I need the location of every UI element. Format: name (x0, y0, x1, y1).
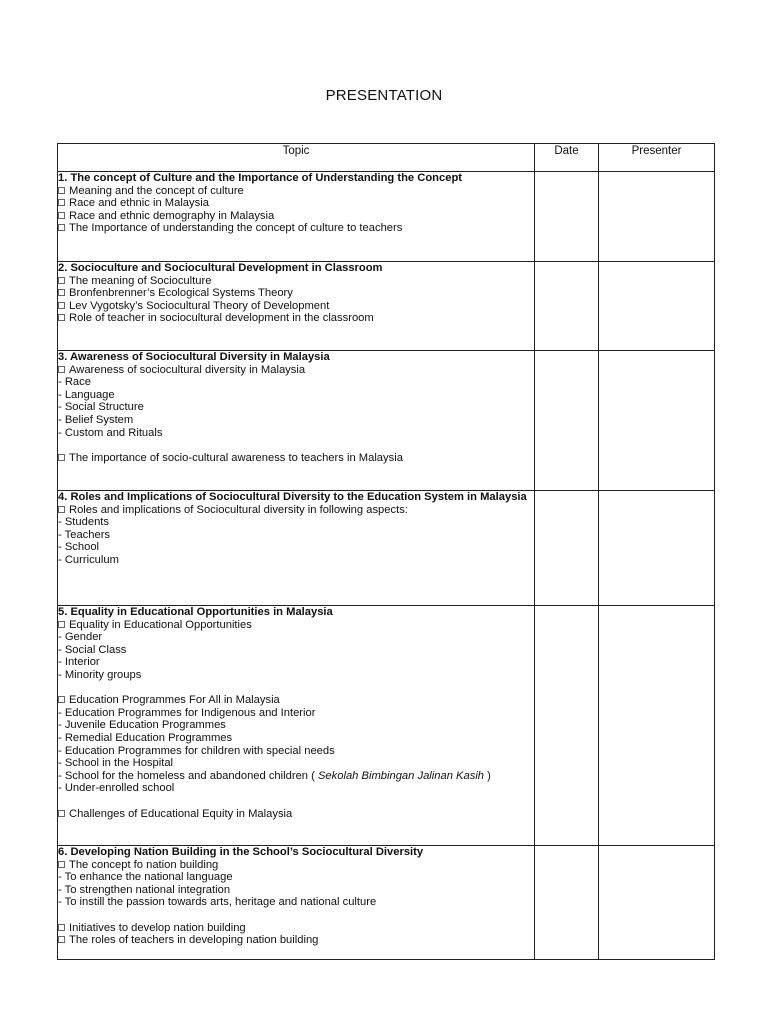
table-row (58, 172, 715, 262)
list-item: Awareness of sociocultural diversity in Malaysia (58, 364, 534, 377)
topic-cell (58, 491, 535, 606)
presenter-cell (599, 262, 715, 351)
table-row (58, 262, 715, 351)
checkbox-bullet-icon (58, 454, 65, 461)
italic-school-name: Sekolah Bimbingan Jalinan Kasih (317, 769, 485, 782)
list-item: Education Programmes For All in Malaysia (58, 694, 534, 707)
presenter-cell (599, 172, 715, 262)
list-item: - To strengthen national integration (58, 883, 231, 896)
checkbox-bullet-icon (58, 924, 65, 931)
topic-heading: 6. Developing Nation Building in the School’s Sociocultural Diversity (58, 846, 424, 858)
date-cell (535, 491, 599, 606)
list-item: - Social Structure (58, 401, 144, 414)
topic-heading: 1. The concept of Culture and the Importance of Understanding the Concept (58, 172, 463, 184)
checkbox-bullet-icon (58, 277, 65, 284)
list-item: The concept fo nation building (58, 859, 534, 872)
presenter-cell (599, 846, 715, 960)
topic-heading: 4. Roles and Implications of Sociocultural Diversity to the Education System in Malaysia (58, 491, 527, 503)
date-cell (535, 351, 599, 491)
checkbox-bullet-icon (58, 366, 65, 373)
list-item: - Curriculum (58, 553, 119, 566)
topic-cell (58, 172, 535, 262)
list-item: Race and ethnic in Malaysia (58, 197, 534, 210)
topic-heading: 3. Awareness of Sociocultural Diversity in Malaysia (58, 351, 330, 363)
date-cell (535, 172, 599, 262)
list-item: Equality in Educational Opportunities (58, 619, 534, 632)
list-item: - Custom and Rituals (58, 426, 163, 439)
list-item: Lev Vygotsky’s Sociocultural Theory of Development (58, 300, 534, 313)
checkbox-bullet-icon (58, 314, 65, 321)
list-item: Roles and implications of Sociocultural diversity in following aspects: (58, 504, 534, 517)
header-topic: Topic (58, 144, 535, 172)
list-item: The roles of teachers in developing nation building (58, 934, 534, 947)
checkbox-bullet-icon (58, 302, 65, 309)
checkbox-bullet-icon (58, 861, 65, 868)
checkbox-bullet-icon (58, 289, 65, 296)
date-cell (535, 846, 599, 960)
presenter-cell (599, 491, 715, 606)
list-item: - Minority groups (58, 668, 142, 681)
list-item: - Belief System (58, 413, 134, 426)
list-item: Race and ethnic demography in Malaysia (58, 210, 534, 223)
list-item: - Juvenile Education Programmes (58, 719, 226, 732)
topic-cell (58, 262, 535, 351)
checkbox-bullet-icon (58, 810, 65, 817)
list-item: - Education Programmes for Indigenous and Interior (58, 706, 316, 719)
list-item: Initiatives to develop nation building (58, 922, 534, 935)
checkbox-bullet-icon (58, 187, 65, 194)
list-item: - Social Class (58, 643, 127, 656)
presentation-schedule-table (57, 143, 715, 960)
topic-heading: 5. Equality in Educational Opportunities in Malaysia (58, 606, 333, 618)
list-item: - School in the Hospital (58, 757, 174, 770)
list-item: - To enhance the national language (58, 871, 233, 884)
table-row (58, 351, 715, 491)
topic-heading: 2. Socioculture and Sociocultural Development in Classroom (58, 262, 383, 274)
list-item: - Language (58, 388, 115, 401)
table-row (58, 606, 715, 846)
list-item: Meaning and the concept of culture (58, 185, 534, 198)
list-item: - Teachers (58, 528, 111, 541)
checkbox-bullet-icon (58, 621, 65, 628)
topic-cell (58, 351, 535, 491)
list-item: Bronfenbrenner’s Ecological Systems Theory (58, 287, 534, 300)
list-item: - School (58, 541, 100, 554)
list-item: - Education Programmes for children with special needs (58, 744, 335, 757)
date-cell (535, 606, 599, 846)
presenter-cell (599, 351, 715, 491)
list-item: - Students (58, 516, 109, 529)
table-row (58, 491, 715, 606)
topic-cell (58, 846, 535, 960)
table-row (58, 846, 715, 960)
checkbox-bullet-icon (58, 212, 65, 219)
checkbox-bullet-icon (58, 506, 65, 513)
header-date: Date (535, 144, 599, 172)
topic-cell (58, 606, 535, 846)
list-item: - Gender (58, 631, 103, 644)
list-item: - Interior (58, 656, 100, 669)
checkbox-bullet-icon (58, 696, 65, 703)
list-item: Challenges of Educational Equity in Malaysia (58, 808, 534, 821)
checkbox-bullet-icon (58, 936, 65, 943)
date-cell (535, 262, 599, 351)
list-item: - Under-enrolled school (58, 782, 175, 795)
list-item: Role of teacher in sociocultural development in the classroom (58, 312, 534, 325)
list-item: - Remedial Education Programmes (58, 731, 233, 744)
page-title: PRESENTATION (325, 87, 443, 104)
list-item: - Race (58, 376, 91, 389)
checkbox-bullet-icon (58, 199, 65, 206)
list-item: The Importance of understanding the concept of culture to teachers (58, 222, 534, 235)
header-presenter: Presenter (599, 144, 715, 172)
list-item: The meaning of Socioculture (58, 275, 534, 288)
checkbox-bullet-icon (58, 224, 65, 231)
list-item: - School for the homeless and abandoned children ( Sekolah Bimbingan Jalinan Kasih ) (58, 769, 491, 782)
list-item: The importance of socio-cultural awareness to teachers in Malaysia (58, 452, 534, 465)
table-header-row (58, 144, 715, 172)
presenter-cell (599, 606, 715, 846)
list-item: - To instill the passion towards arts, heritage and national culture (58, 896, 377, 909)
